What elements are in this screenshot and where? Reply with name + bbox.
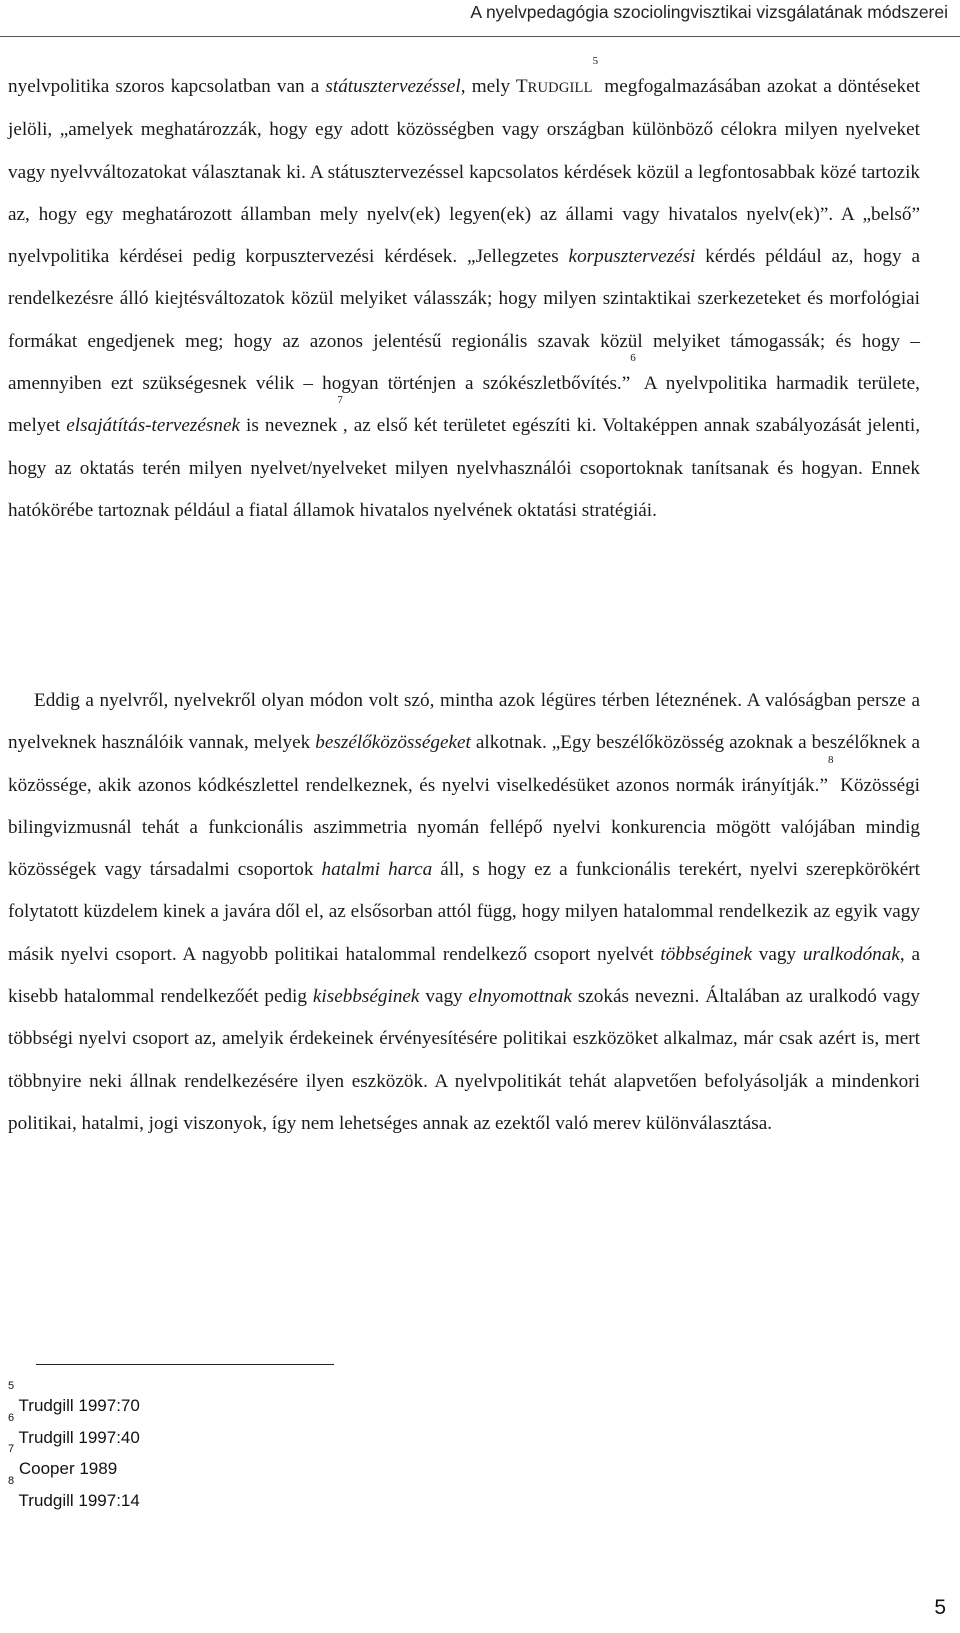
emphasized-term: beszélőközösségeket bbox=[315, 732, 471, 754]
header-rule bbox=[0, 36, 960, 37]
footnote-number: 8 bbox=[8, 1474, 15, 1487]
footnote-number: 6 bbox=[8, 1411, 15, 1424]
text-run: áll, s hogy ez a funkcionális terekért, nyelvi szerepkörökért folytatott küzdelem kinek a javára dől el, az elsősorban attól függ, hogy milyen hatalommal rendelkezik az egyik vagy másik nyelvi csoport. A nagyobb politikai hatalommal rendelkező csoport nyelvét bbox=[8, 859, 921, 965]
page-number: 5 bbox=[934, 1596, 946, 1619]
paragraph-2 bbox=[8, 680, 920, 1145]
emphasized-term: kisebbséginek bbox=[312, 986, 420, 1008]
footnote-text: Cooper 1989 bbox=[18, 1459, 118, 1478]
text-run: nyelvpolitika szoros kapcsolatban van a bbox=[8, 76, 326, 97]
footnotes-list bbox=[8, 1380, 140, 1516]
footnote-reference: 8 bbox=[827, 753, 834, 766]
emphasized-term: korpusztervezési bbox=[568, 246, 696, 268]
footnote-number: 5 bbox=[8, 1380, 15, 1392]
text-run: megfogalmazásában azokat a döntéseket jelöli, „amelyek meghatározzák, hogy egy adott közösségben vagy országban különböző célokra milyen nyelveket vagy nyelvváltozatokat választanak ki. A státusztervezéssel kapcsolatos kérdések közül a legfontosabbak közé tartozik az, hogy egy meghatározott államban mely nyelv(ek) legyen(ek) az állami vagy hivatalos nyelv(ek)”. A „belső” nyelvpolitika kérdései pedig korpusztervezési kérdések. „Jellegzetes bbox=[8, 76, 920, 268]
running-header: A nyelvpedagógia szociolingvisztikai vizsgálatának módszerei bbox=[470, 2, 948, 22]
footnote-separator bbox=[36, 1364, 334, 1365]
text-run: , a kisebb hatalommal rendelkezőét pedig bbox=[8, 943, 920, 1008]
footnote-5 bbox=[8, 1380, 140, 1422]
footnote-reference: 5 bbox=[592, 55, 599, 67]
emphasized-term: státusztervezéssel bbox=[325, 76, 461, 97]
footnote-number: 7 bbox=[8, 1443, 15, 1455]
text-run: vagy bbox=[752, 943, 803, 965]
text-run: Közösségi bilingvizmusnál tehát a funkcionális aszimmetria nyomán fellépő nyelvi konkurencia mögött valójában mindig közösségek vagy társadalmi csoportok bbox=[8, 774, 921, 881]
footnote-8 bbox=[8, 1474, 140, 1517]
paragraph-1 bbox=[8, 55, 921, 532]
footnote-7 bbox=[8, 1443, 140, 1485]
text-run: vagy bbox=[419, 986, 469, 1008]
text-run: , az első két területet egészíti ki. Voltaképpen annak szabályozását jelenti, hogy az oktatás terén milyen nyelvet/nyelveket milyen nyelvhasználói csoportoknak tanítsanak és hogyan. Ennek hatókörébe tartoznak például a fiatal államok hivatalos nyelvének oktatási stratégiái. bbox=[8, 415, 921, 521]
footnote-6 bbox=[8, 1411, 140, 1454]
emphasized-term: uralkodónak bbox=[802, 943, 900, 965]
footnote-text: Trudgill 1997:14 bbox=[18, 1490, 140, 1510]
emphasized-term: elsajátítás-tervezésnek bbox=[66, 415, 240, 437]
footnote-text: Trudgill 1997:70 bbox=[18, 1396, 140, 1415]
text-run: T bbox=[515, 76, 528, 97]
footnote-reference: 7 bbox=[337, 394, 343, 407]
text-run: alkotnak. „Egy beszélőközösség azoknak a beszélőknek a közössége, akik azonos kódkészlettel rendelkeznek, és nyelvi viselkedésüket azonos normák irányítják.” bbox=[8, 732, 920, 796]
text-run: Eddig a nyelvről, nyelvekről olyan módon volt szó, mintha azok légüres térben léteznének. A valóságban persze a nyelveknek használóik vannak, melyek bbox=[8, 690, 920, 754]
footnote-reference: 6 bbox=[630, 352, 636, 365]
text-run: is neveznek bbox=[239, 415, 338, 437]
small-caps-text: RUDGILL bbox=[527, 80, 593, 96]
emphasized-term: többséginek bbox=[660, 943, 753, 965]
text-run: , mely bbox=[460, 76, 516, 97]
text-run: szokás nevezni. Általában az uralkodó vagy többségi nyelvi csoport az, amelyik érdekeinek érvényesítésére politikai eszközöket alkalmaz, már csak azért is, mert többnyire neki állnak rendelkezésére ilyen eszközök. A nyelvpolitikát tehát alapvetően befolyásolják a mindenkori politikai, hatalmi, jogi viszonyok, így nem lehetséges annak az ezektől való merev különválasztása. bbox=[8, 986, 921, 1134]
emphasized-term: hatalmi harca bbox=[321, 859, 433, 881]
text-run: A nyelvpolitika harmadik területe, melyet bbox=[8, 373, 920, 437]
footnote-text: Trudgill 1997:40 bbox=[18, 1427, 140, 1447]
emphasized-term: elnyomottnak bbox=[468, 986, 572, 1008]
text-run: kérdés például az, hogy a rendelkezésre álló kiejtésváltozatok közül melyiket válasszák; hogy milyen szintaktikai szerkezeteket és morfológiai formákat engedjenek meg; hogy az azonos jelentésű regionális szavak közül melyiket támogassák; és hogy – amennyiben ezt szükségesnek vélik – hogyan történjen a szókészletbővítés.” bbox=[8, 246, 920, 395]
